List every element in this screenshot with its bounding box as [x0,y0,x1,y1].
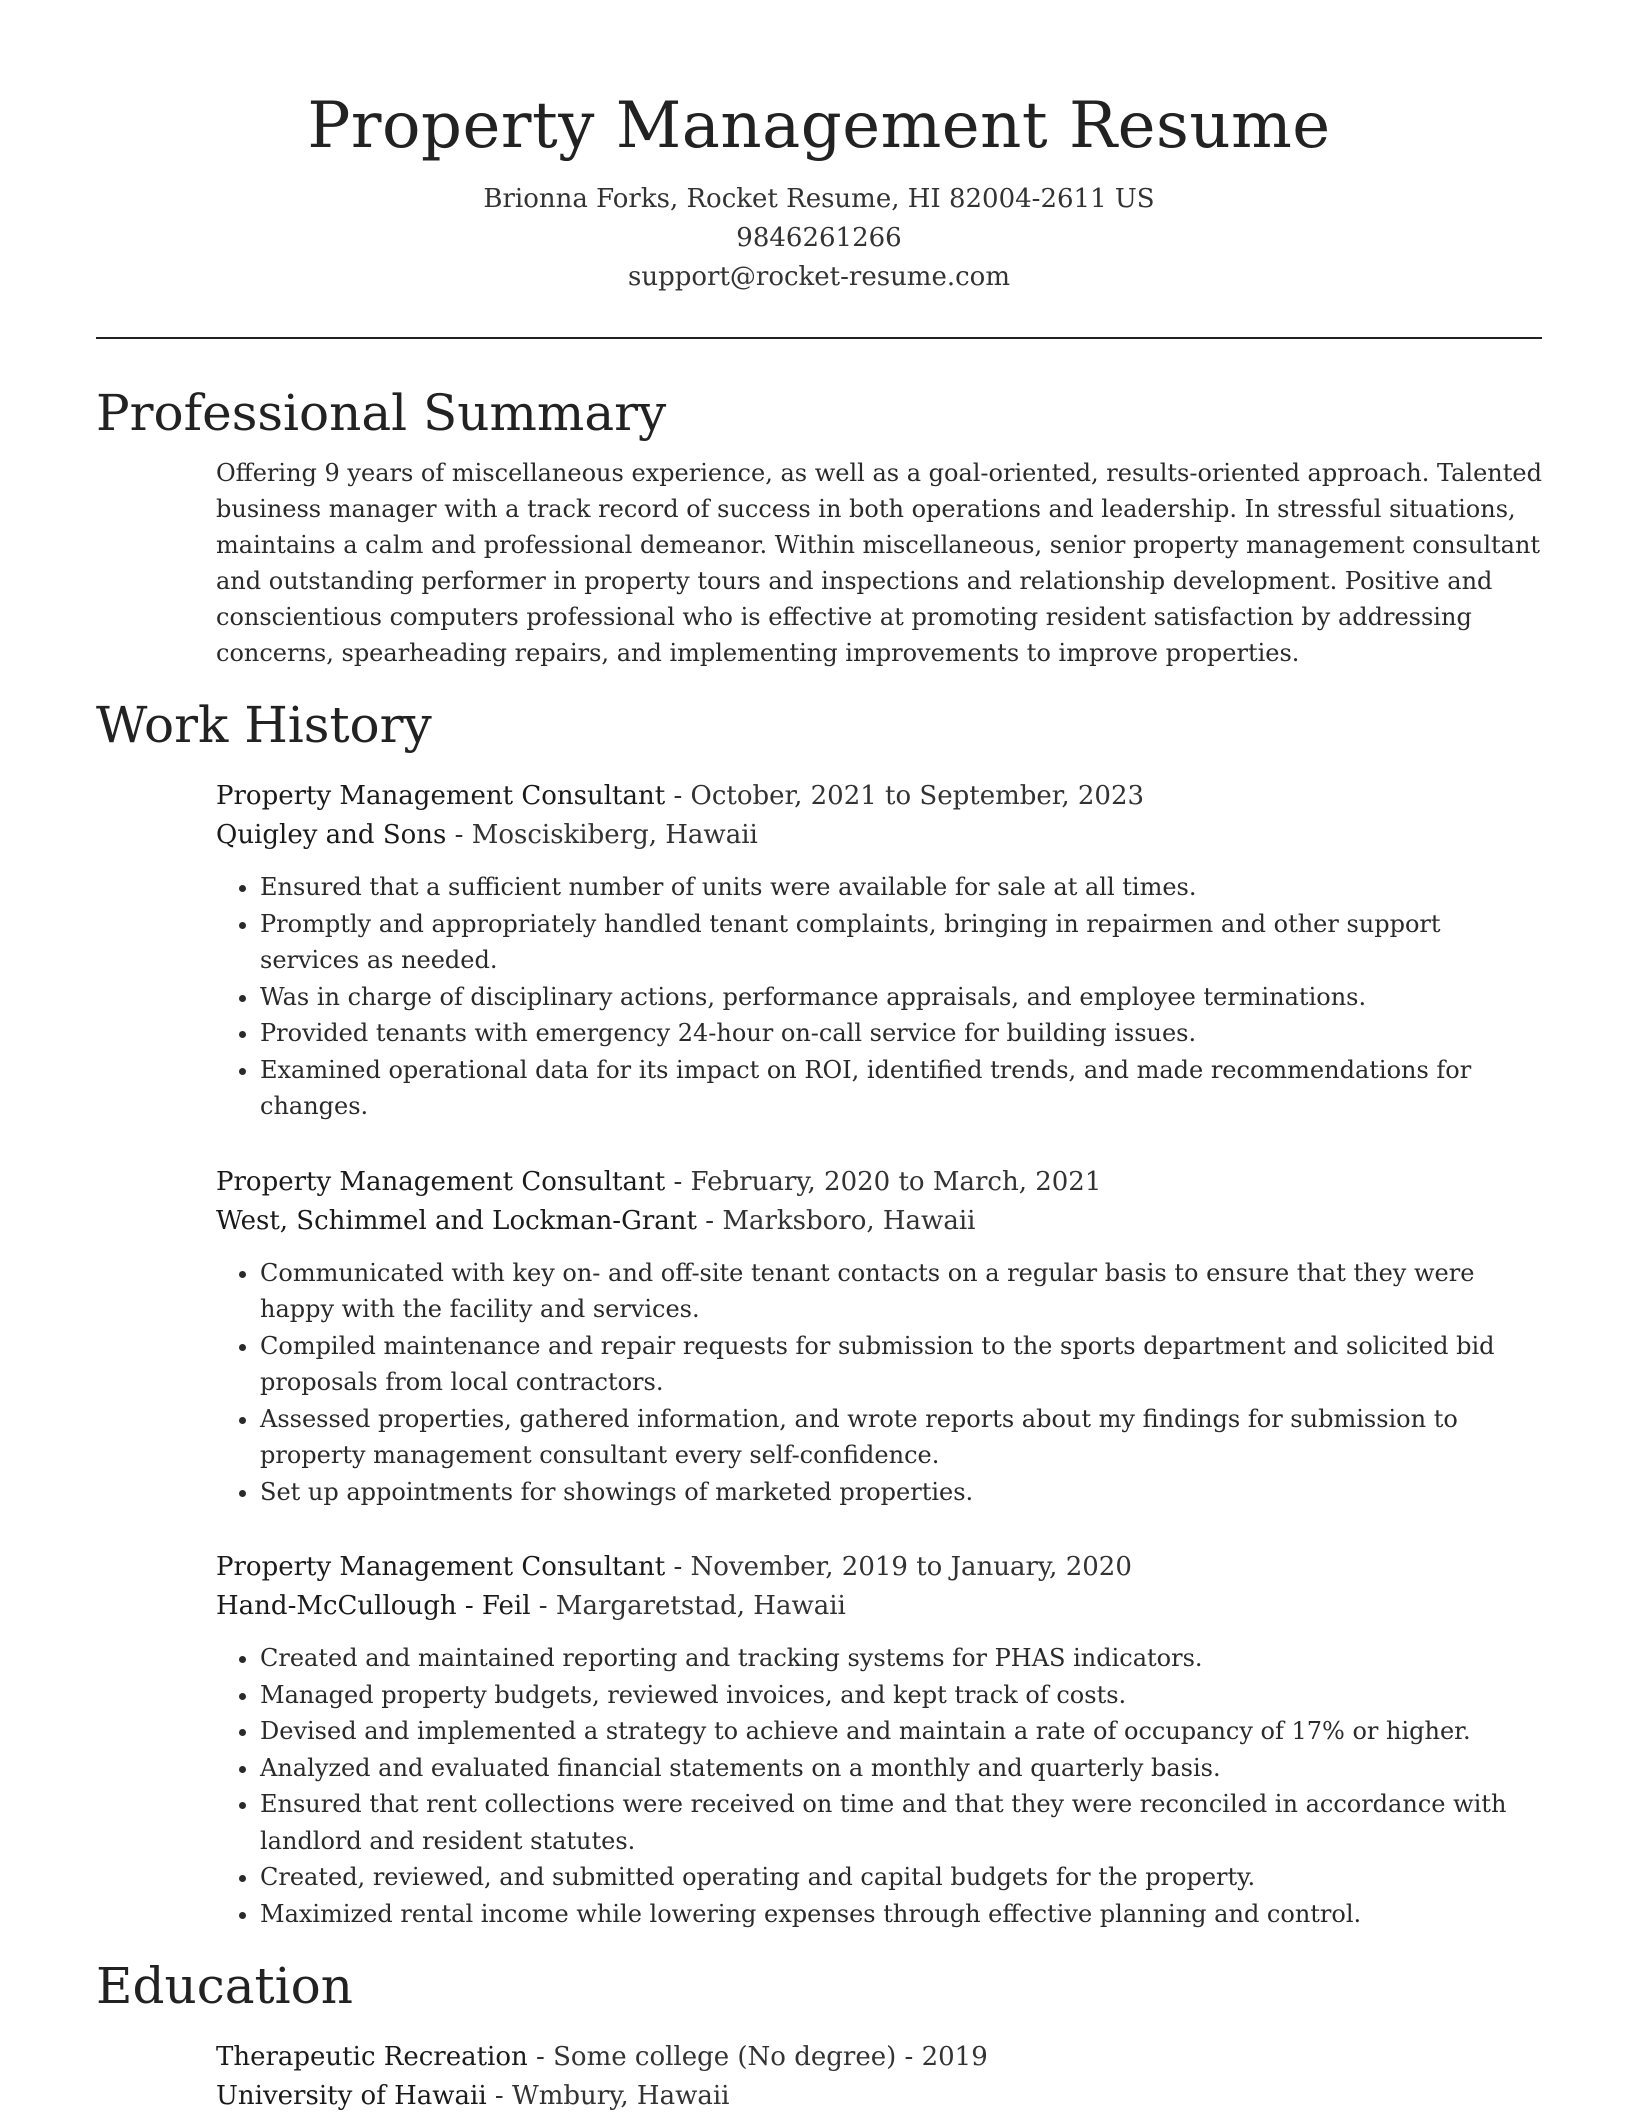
job-title-line [216,1548,1546,1587]
education-field: Therapeutic Recreation [216,2042,528,2072]
list-item: • Ensured that a sufficient number of units were available for sale at all times. [260,869,1546,906]
job-bullets [216,869,1546,1125]
job-company: Hand-McCullough - Feil [216,1591,531,1621]
job-dates: October, 2021 to September, 2023 [690,781,1145,811]
contact-email: support@rocket-resume.com [627,262,1010,292]
list-item: • Analyzed and evaluated financial statements on a monthly and quarterly basis. [260,1750,1546,1787]
list-item: • Communicated with key on- and off-site tenant contacts on a regular basis to ensure that they were happy with the facility and services. [260,1255,1546,1328]
separator: - [527,2042,554,2072]
summary-text: Offering 9 years of miscellaneous experience, as well as a goal-oriented, results-oriented approach. Talented business manager with a track record of success in both operations and leadership. In stressful situations, maintains a calm and professional demeanor. Within miscellaneous, senior property management consultant and outstanding performer in property tours and inspections and relationship development. Positive and conscientious computers professional who is effective at promoting resident satisfaction by addressing concerns, spearheading repairs, and implementing improvements to improve properties. [216,459,1542,667]
list-item: • Managed property budgets, reviewed invoices, and kept track of costs. [260,1677,1546,1714]
job-title: Property Management Consultant [216,1552,666,1582]
list-item: • Provided tenants with emergency 24-hour on-call service for building issues. [260,1015,1546,1052]
job-title: Property Management Consultant [216,1166,666,1197]
job-entry [216,777,1546,1125]
resume-header [96,0,1542,297]
education-section [96,1954,1542,2116]
education-degree: Some college (No degree) [553,2042,897,2072]
education-school: University of Hawaii [216,2081,487,2111]
separator: - [665,781,691,811]
separator: - [446,820,472,850]
job-title-line [216,777,1546,816]
list-item: • Devised and implemented a strategy to achieve and maintain a rate of occupancy of 17% or higher. [260,1713,1546,1750]
separator: - [665,1552,691,1582]
contact-address: Brionna Forks, Rocket Resume, HI 82004-2611 US [483,184,1155,214]
job-company-line [216,1587,1546,1626]
list-item: • Set up appointments for showings of marketed properties. [260,1474,1546,1511]
list-item: • Was in charge of disciplinary actions, performance appraisals, and employee terminations. [260,979,1546,1016]
job-location: Marksboro, Hawaii [722,1205,976,1236]
job-company-line [216,1202,1546,1241]
separator: - [486,2081,512,2111]
job-location: Margaretstad, Hawaii [555,1591,846,1621]
list-item: • Created and maintained reporting and tracking systems for PHAS indicators. [260,1640,1546,1677]
work-history-section [96,693,1542,1932]
list-item: • Assessed properties, gathered information, and wrote reports about my findings for submission to property management consultant every self-confidence. [260,1401,1546,1474]
job-entry [216,1548,1546,1932]
list-item: • Created, reviewed, and submitted operating and capital budgets for the property. [260,1859,1546,1896]
job-bullets [216,1255,1546,1511]
job-company: Quigley and Sons [216,820,447,850]
education-school-line [216,2077,1546,2116]
list-item: • Examined operational data for its impact on ROI, identified trends, and made recommendations for changes. [260,1052,1546,1125]
job-dates: February, 2020 to March, 2021 [690,1166,1102,1197]
job-company: West, Schimmel and Lockman-Grant [216,1205,697,1236]
education-degree-line [216,2038,1546,2077]
header-divider [96,337,1542,339]
resume-page [96,0,1542,2116]
list-item: • Ensured that rent collections were received on time and that they were reconciled in accordance with landlord and resident statutes. [260,1786,1546,1859]
work-history-heading: Work History [96,696,432,754]
education-heading: Education [96,1957,353,2015]
contact-phone: 9846261266 [736,223,902,253]
separator: - [697,1205,723,1236]
education-entry [216,2038,1546,2116]
contact-info [96,180,1542,297]
separator: - [530,1591,556,1621]
page-title: Property Management Resume [307,89,1331,163]
education-location: Wmbury, Hawaii [511,2081,730,2111]
job-entry [216,1163,1546,1511]
list-item: • Promptly and appropriately handled tenant complaints, bringing in repairmen and other support services as needed. [260,906,1546,979]
job-bullets [216,1640,1546,1932]
summary-heading: Professional Summary [96,384,667,442]
job-title-line [216,1163,1546,1202]
list-item: • Compiled maintenance and repair requests for submission to the sports department and solicited bid proposals from local contractors. [260,1328,1546,1401]
separator: - [665,1166,691,1197]
separator: - [896,2042,922,2072]
education-year: 2019 [921,2042,988,2072]
job-location: Mosciskiberg, Hawaii [471,820,758,850]
job-company-line [216,816,1546,855]
list-item: • Maximized rental income while lowering expenses through effective planning and control. [260,1896,1546,1933]
summary-section [96,381,1542,671]
job-dates: November, 2019 to January, 2020 [690,1552,1132,1582]
job-title: Property Management Consultant [216,781,666,811]
